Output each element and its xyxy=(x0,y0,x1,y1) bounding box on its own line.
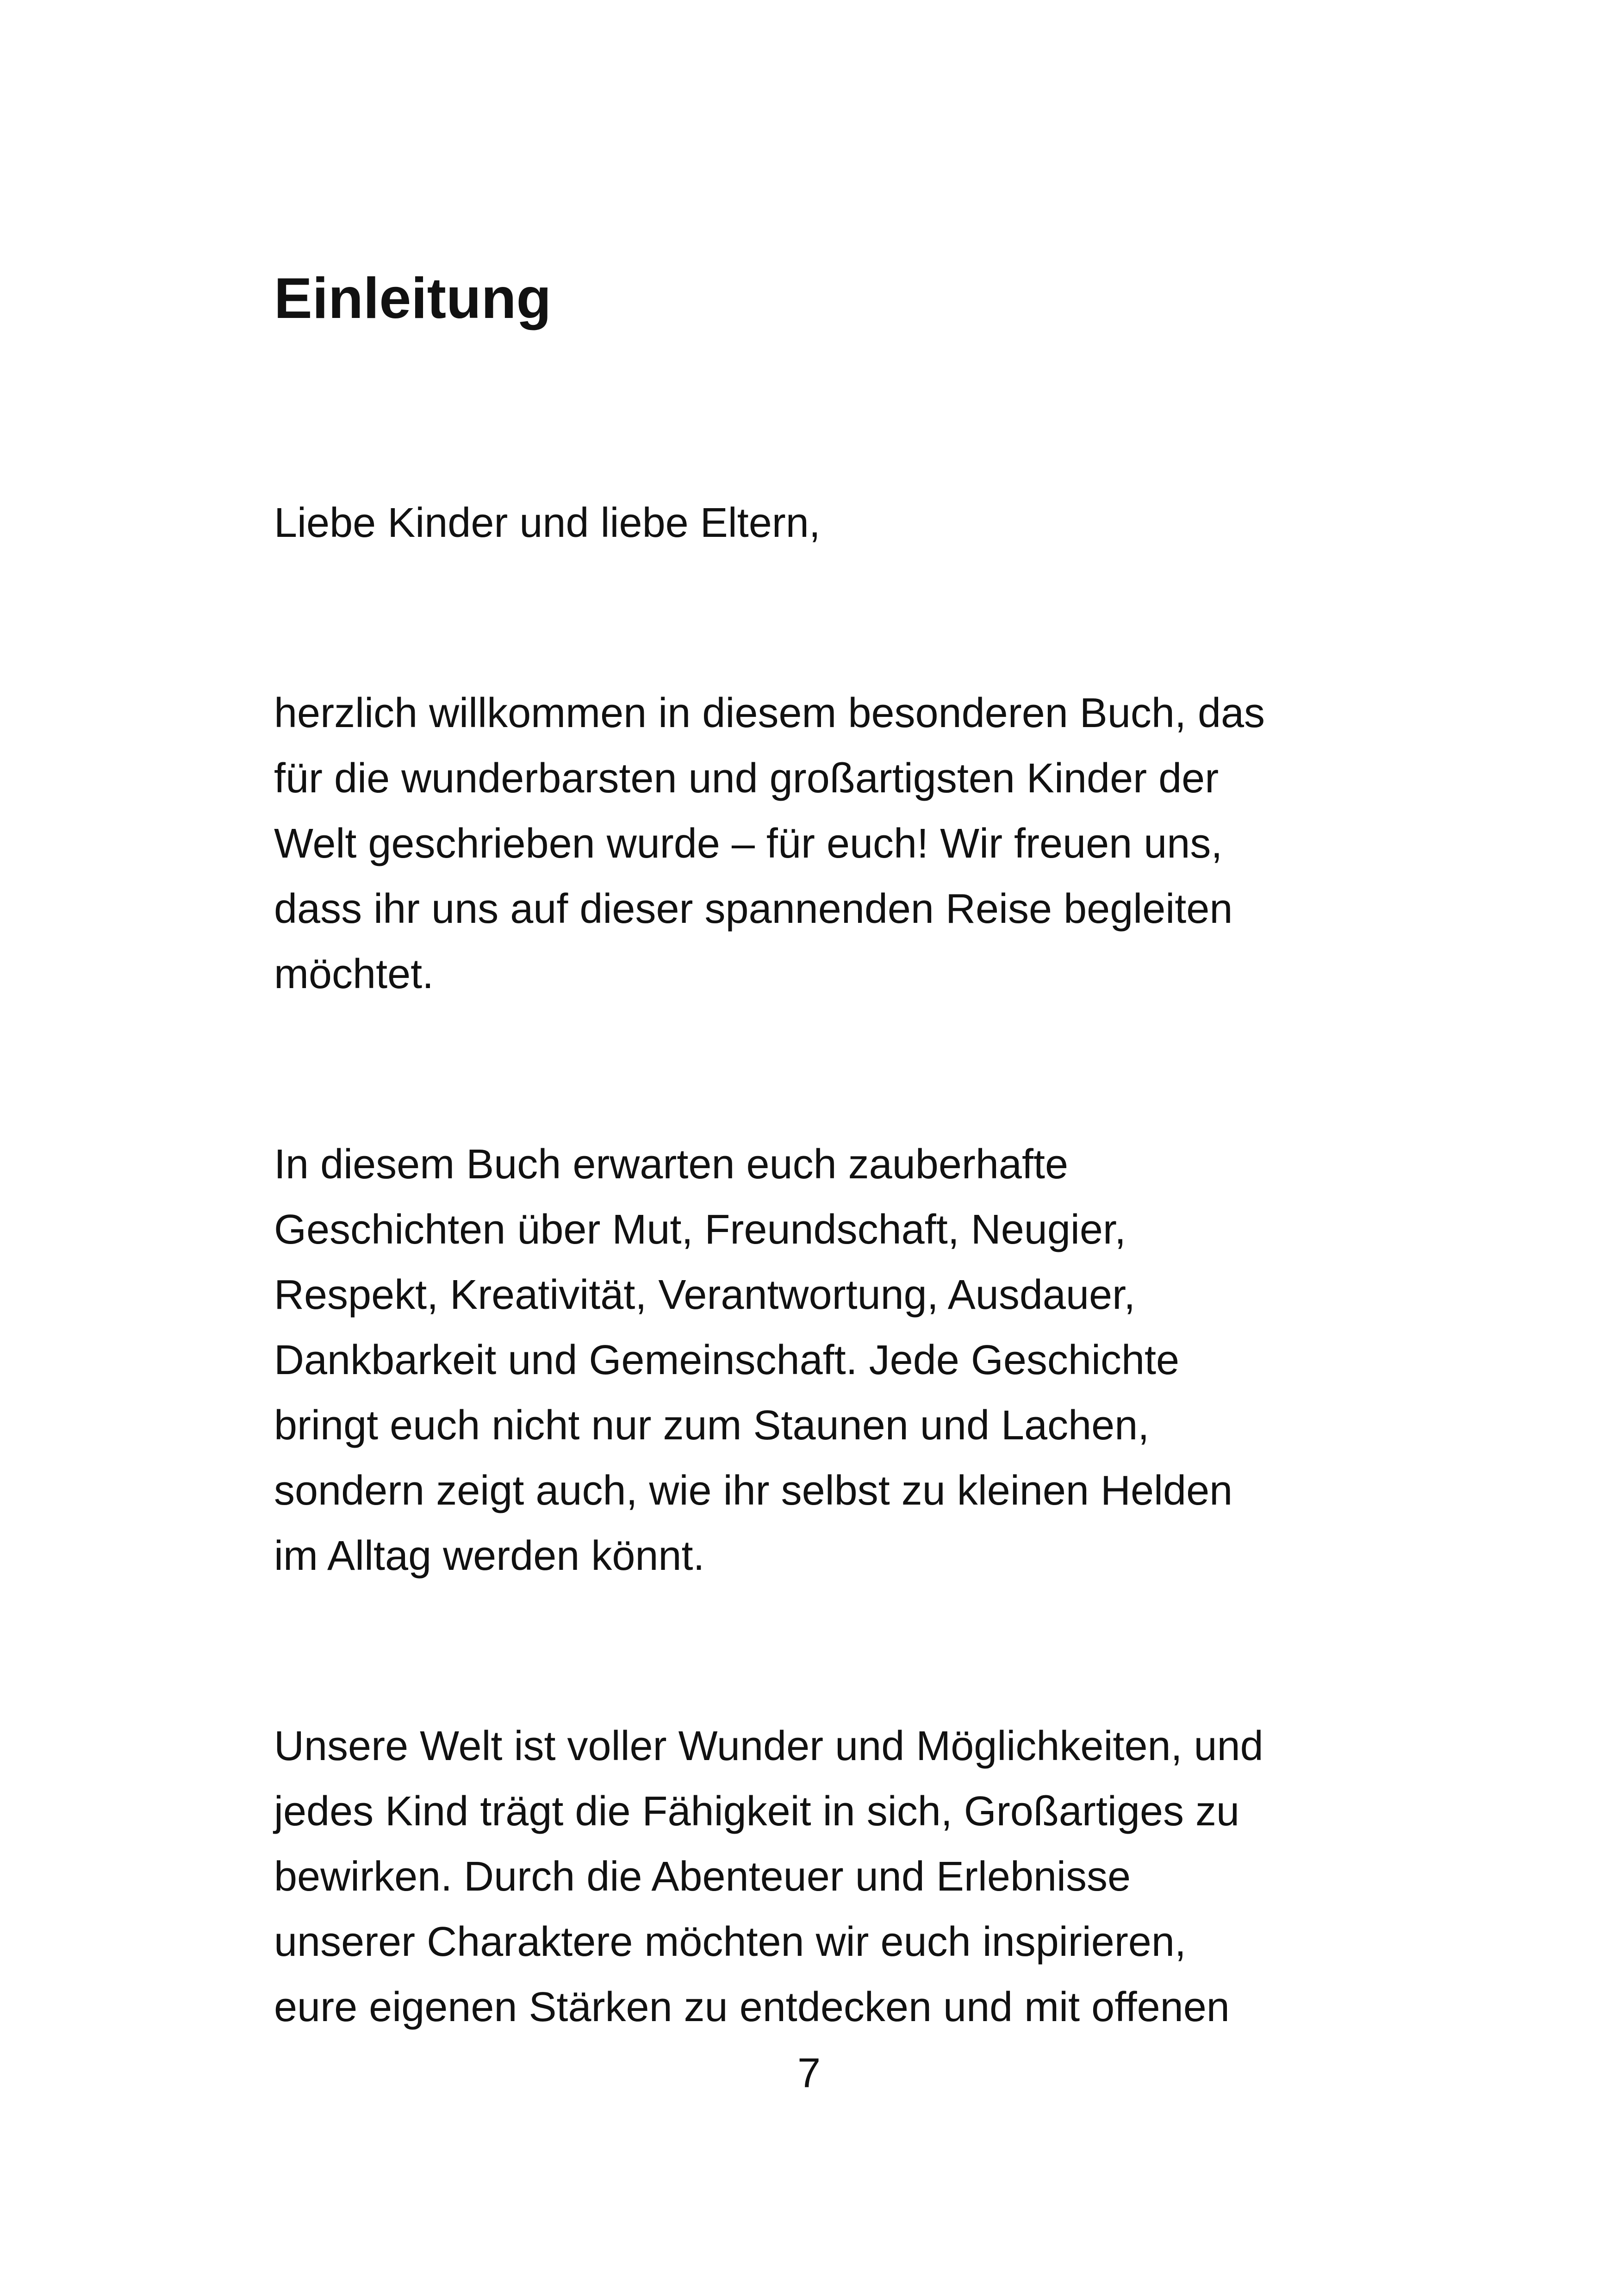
paragraph-line: unserer Charaktere möchten wir euch inspirieren, xyxy=(274,1919,1186,1965)
paragraph-line: Dankbarkeit und Gemeinschaft. Jede Geschichte xyxy=(274,1337,1180,1383)
paragraph-line: möchtet. xyxy=(274,951,434,997)
paragraph-line: In diesem Buch erwarten euch zauberhafte xyxy=(274,1141,1069,1188)
paragraph-line: jedes Kind trägt die Fähigkeit in sich, Großartiges zu xyxy=(274,1788,1239,1835)
paragraph-line: im Alltag werden könnt. xyxy=(274,1533,705,1579)
paragraph-line: dass ihr uns auf dieser spannenden Reise begleiten xyxy=(274,886,1233,932)
paragraph-line: bringt euch nicht nur zum Staunen und Lachen, xyxy=(274,1402,1150,1449)
paragraph-2 xyxy=(274,1132,1394,1589)
paragraph-line: Geschichten über Mut, Freundschaft, Neugier, xyxy=(274,1207,1126,1253)
page-content xyxy=(274,259,1394,2040)
paragraph-line: Welt geschrieben wurde – für euch! Wir freuen uns, xyxy=(274,821,1223,867)
paragraph-line: sondern zeigt auch, wie ihr selbst zu kleinen Helden xyxy=(274,1468,1233,1514)
paragraph-3 xyxy=(274,1714,1394,2040)
paragraph-line: herzlich willkommen in diesem besonderen Buch, das xyxy=(274,690,1265,736)
paragraph-1 xyxy=(274,681,1394,1007)
paragraph-line: für die wunderbarsten und großartigsten Kinder der xyxy=(274,755,1219,802)
paragraph-line: Unsere Welt ist voller Wunder und Möglichkeiten, und xyxy=(274,1723,1263,1769)
paragraph-line: eure eigenen Stärken zu entdecken und mit offenen xyxy=(274,1984,1230,2030)
greeting-line: Liebe Kinder und liebe Eltern, xyxy=(274,500,821,546)
paragraph-line: bewirken. Durch die Abenteuer und Erlebnisse xyxy=(274,1854,1131,1900)
chapter-heading: Einleitung xyxy=(274,267,552,330)
paragraph-line: Respekt, Kreativität, Verantwortung, Ausdauer, xyxy=(274,1272,1136,1318)
page-number: 7 xyxy=(797,2050,821,2097)
